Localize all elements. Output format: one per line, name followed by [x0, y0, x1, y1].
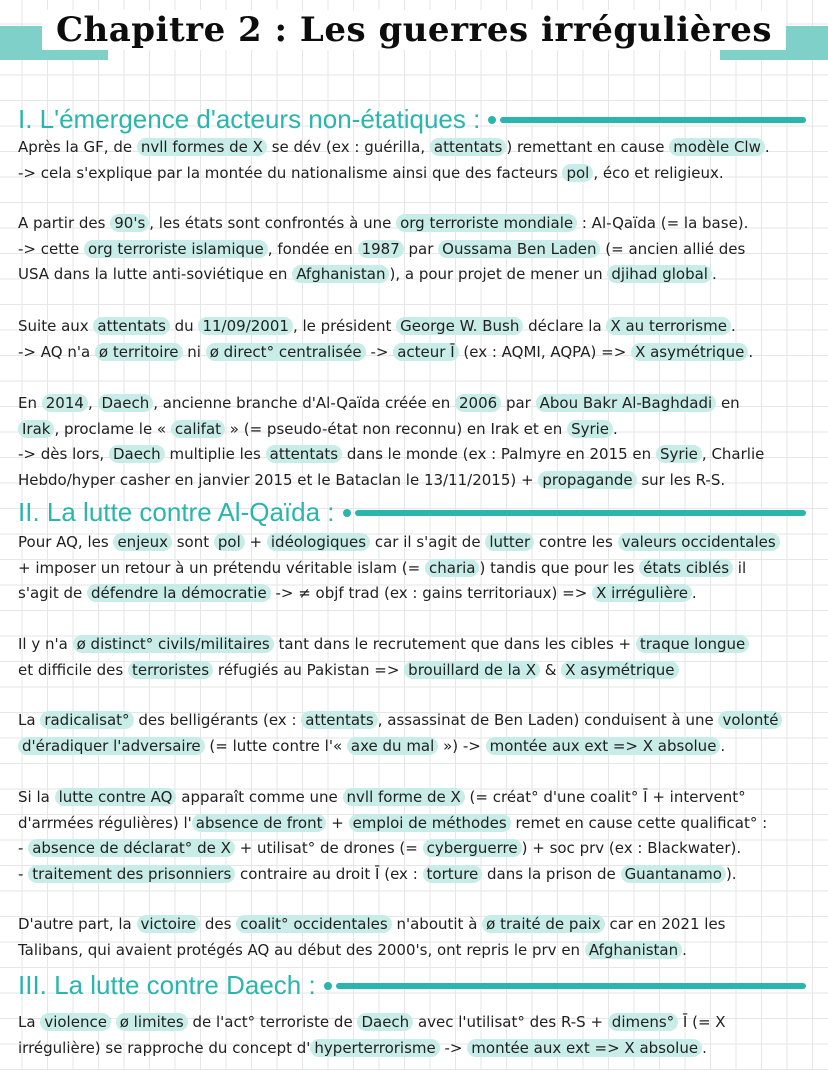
highlight: nvll formes de X — [137, 138, 267, 156]
highlight: traque longue — [636, 635, 749, 653]
text-line: - absence de déclarat° de X + utilisat° de drones (= cyberguerre ) + soc prv (ex : Blackwater). — [18, 839, 742, 857]
section-rule — [355, 510, 806, 516]
text-line: Talibans, qui avaient protégés AQ au début des 2000's, ont repris le prv en Afghanistan . — [18, 940, 687, 959]
highlight: califat — [171, 420, 225, 438]
highlight: org terroriste mondiale — [396, 214, 577, 232]
highlight: ø distinct° civils/militaires — [73, 635, 274, 653]
highlight: Daech — [109, 445, 165, 463]
highlight: org terroriste islamique — [84, 240, 268, 258]
text-line: A partir des 90's , les états sont confrontés à une org terroriste mondiale : Al-Qaïda (= la base). — [18, 214, 749, 232]
text-line: USA dans la lutte anti-soviétique en Afghanistan ), a pour projet de mener un djihad global . — [18, 265, 717, 283]
highlight: 2006 — [455, 394, 501, 412]
section-header-3 — [18, 970, 806, 1001]
highlight: propagande — [538, 471, 636, 489]
highlight: ø limites — [116, 1013, 188, 1031]
highlight: traitement des prisonniers — [28, 865, 235, 883]
highlight: défendre la démocratie — [87, 584, 271, 602]
text-line: s'agit de défendre la démocratie -> ≠ objf trad (ex : gains territoriaux) => X irrégulière . — [18, 584, 697, 602]
text-line: En 2014 , Daech , ancienne branche d'Al-Qaïda créée en 2006 par Abou Bakr Al-Baghdadi en — [18, 394, 740, 412]
highlight: Daech — [357, 1013, 413, 1031]
highlight: montée aux ext => X absolue — [486, 737, 721, 755]
highlight: Syrie — [567, 420, 613, 438]
highlight: enjeux — [113, 533, 172, 551]
highlight: 90's — [110, 214, 149, 232]
text-line: Irak , proclame le « califat » (= pseudo-état non reconnu) en Irak et en Syrie . — [18, 417, 808, 443]
highlight: valeurs occidentales — [618, 533, 780, 551]
highlight: Irak — [18, 420, 54, 438]
highlight: George W. Bush — [396, 317, 523, 335]
text-line: Hebdo/hyper casher en janvier 2015 et le Bataclan le 13/11/2015) + propagande sur les R-S. — [18, 470, 726, 489]
paragraph — [18, 785, 808, 887]
text-line: d'éradiquer l'adversaire (= lutte contre l'« axe du mal ») -> montée aux ext => X absolue . — [18, 734, 808, 760]
highlight: radicalisat° — [40, 711, 133, 729]
highlight: Guantanamo — [621, 865, 726, 883]
paragraph — [18, 135, 808, 186]
text-line: -> cela s'explique par la montée du nationalisme ainsi que des facteurs pol , éco et religieux. — [18, 163, 724, 182]
text-line: et difficile des terroristes réfugiés au Pakistan => brouillard de la X & X asymétrique — [18, 658, 808, 684]
highlight: ø territoire — [95, 343, 183, 361]
highlight: lutte contre AQ — [55, 788, 177, 806]
section-header-1 — [18, 104, 806, 135]
highlight: brouillard de la X — [404, 661, 540, 679]
highlight: absence de déclarat° de X — [28, 839, 235, 857]
rule-dot — [343, 509, 351, 517]
highlight: victoire — [137, 915, 201, 933]
highlight: ø traité de paix — [482, 915, 605, 933]
highlight: acteur Ī — [393, 343, 458, 361]
text-line: + imposer un retour à un prétendu véritable islam (= charia ) tandis que pour les états ciblés il — [18, 558, 747, 577]
highlight: terroristes — [128, 661, 213, 679]
text-line: irrégulière) se rapproche du concept d' hyperterrorisme -> montée aux ext => X absolue . — [18, 1038, 707, 1057]
paragraph — [18, 391, 808, 493]
text-line: Il y n'a ø distinct° civils/militaires tant dans le recrutement que dans les cibles + traque longue — [18, 632, 808, 658]
highlight: attentats — [93, 317, 169, 335]
text-line: D'autre part, la victoire des coalit° occidentales n'aboutit à ø traité de paix car en 2021 les — [18, 915, 726, 933]
text-line: -> cette org terroriste islamique , fondée en 1987 par Oussama Ben Laden (= ancien allié des — [18, 239, 746, 258]
highlight: attentats — [301, 711, 377, 729]
highlight: attentats — [430, 138, 506, 156]
highlight: X asymétrique — [631, 343, 748, 361]
highlight: hyperterrorisme — [310, 1039, 439, 1057]
highlight: attentats — [266, 445, 342, 463]
paragraph — [18, 1010, 808, 1061]
paragraph — [18, 632, 808, 683]
highlight: X asymétrique — [561, 661, 678, 679]
highlight: dimens° — [608, 1013, 678, 1031]
highlight: idéologiques — [267, 533, 370, 551]
rule-dot — [324, 982, 332, 990]
highlight: coalit° occidentales — [236, 915, 391, 933]
highlight: états ciblés — [639, 559, 733, 577]
highlight: montée aux ext => X absolue — [467, 1039, 702, 1057]
text-line: - traitement des prisonniers contraire au droit Ī (ex : torture dans la prison de Guantanamo ). — [18, 864, 737, 883]
highlight: nvll forme de X — [343, 788, 465, 806]
highlight: ø direct° centralisée — [206, 343, 366, 361]
text-line: Pour AQ, les enjeux sont pol + idéologiques car il s'agit de lutter contre les valeurs occidentales — [18, 530, 808, 556]
highlight: Oussama Ben Laden — [438, 240, 600, 258]
highlight: volonté — [718, 711, 782, 729]
highlight: 11/09/2001 — [198, 317, 292, 335]
section-header-2 — [18, 497, 806, 528]
highlight: Daech — [98, 394, 154, 412]
highlight: 2014 — [42, 394, 88, 412]
highlight: charia — [425, 559, 479, 577]
text-line: Suite aux attentats du 11/09/2001 , le président George W. Bush déclare la X au terrorisme . — [18, 317, 736, 335]
highlight: torture — [423, 865, 483, 883]
highlight: X au terrorisme — [606, 317, 731, 335]
section-rule — [336, 983, 806, 989]
highlight: 1987 — [358, 240, 404, 258]
highlight: pol — [562, 164, 593, 182]
page-title: Chapitre 2 : Les guerres irrégulières — [0, 10, 828, 50]
highlight: Abou Bakr Al-Baghdadi — [536, 394, 717, 412]
section-title: II. La lutte contre Al-Qaïda : — [18, 497, 335, 527]
highlight: violence — [40, 1013, 111, 1031]
text-line: Si la lutte contre AQ apparaît comme une nvll forme de X (= créat° d'une coalit° Ī + intervent° — [18, 788, 746, 806]
highlight: X irrégulière — [592, 584, 692, 602]
highlight: djihad global — [607, 265, 712, 283]
section-title: III. La lutte contre Daech : — [18, 970, 316, 1000]
highlight: modèle Clw — [669, 138, 765, 156]
highlight: Syrie — [656, 445, 702, 463]
highlight: axe du mal — [347, 737, 438, 755]
text-line: -> dès lors, Daech multiplie les attentats dans le monde (ex : Palmyre en 2015 en Syrie , Charlie — [18, 445, 765, 463]
highlight: lutter — [485, 533, 534, 551]
highlight: absence de front — [192, 814, 327, 832]
highlight: cyberguerre — [423, 839, 522, 857]
text-line: La radicalisat° des belligérants (ex : attentats , assassinat de Ben Laden) conduisent à une volonté — [18, 708, 808, 734]
text-line: -> AQ n'a ø territoire ni ø direct° centralisée -> acteur Ī (ex : AQMI, AQPA) => X asymétrique . — [18, 342, 754, 361]
text-line: d'arrmées régulières) l' absence de front + emploi de méthodes remet en cause cette qualificat° : — [18, 813, 768, 832]
highlight: emploi de méthodes — [349, 814, 511, 832]
paragraph — [18, 708, 808, 759]
paragraph — [18, 530, 808, 607]
section-rule — [500, 117, 806, 123]
text-line: La violence ø limites de l'act° terroriste de Daech avec l'utilisat° des R-S + dimens° Ī (= X — [18, 1013, 726, 1031]
highlight: Afghanistan — [292, 265, 389, 283]
paragraph — [18, 211, 808, 288]
highlight: pol — [214, 533, 245, 551]
section-title: I. L'émergence d'acteurs non-étatiques : — [18, 104, 481, 134]
rule-dot — [488, 116, 496, 124]
highlight: d'éradiquer l'adversaire — [18, 737, 205, 755]
highlight: Afghanistan — [585, 941, 682, 959]
paragraph — [18, 912, 808, 963]
text-line: Après la GF, de nvll formes de X se dév (ex : guérilla, attentats ) remettant en cause modèle Clw . — [18, 138, 770, 156]
paragraph — [18, 314, 808, 365]
